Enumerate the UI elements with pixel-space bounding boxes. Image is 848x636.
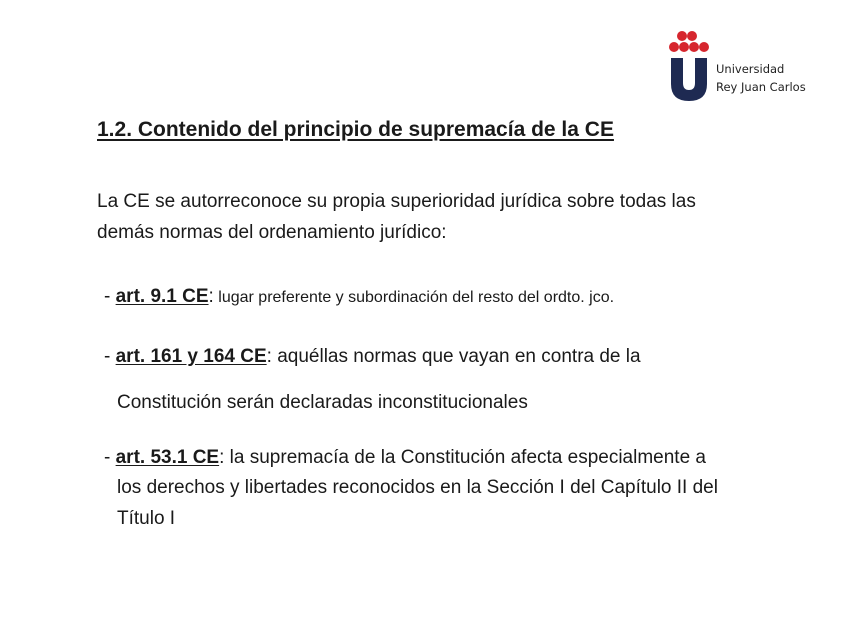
bullet-art-9-1 (104, 281, 614, 313)
logo-line-1: Universidad (716, 62, 785, 76)
bullet-continuation: Constitución serán declaradas inconstitucionales (117, 392, 528, 413)
bullet-dash: - (104, 447, 116, 468)
bullet-dash: - (104, 346, 116, 367)
bullet-text: lugar preferente y subordinación del resto del ordto. jco. (213, 289, 615, 306)
bullet-art-53-1 (104, 442, 706, 473)
bullet-art-161-164 (104, 341, 641, 372)
urjc-emblem-icon (668, 28, 714, 104)
bullet-continuation: Título I (117, 508, 176, 529)
university-logo (668, 28, 838, 104)
bullet-text: la supremacía de la Constitución afecta especialmente a (224, 447, 706, 468)
article-reference: art. 161 y 164 CE (115, 346, 267, 367)
intro-line-2: demás normas del ordenamiento jurídico: (97, 222, 447, 243)
intro-paragraph (97, 186, 797, 248)
bullet-continuation: los derechos y libertades reconocidos en la Sección I del Capítulo II del (117, 477, 718, 498)
bullet-separator: : (219, 447, 225, 468)
bullet-separator: : (208, 286, 214, 307)
bullet-separator: : (266, 346, 272, 367)
bullet-dash: - (104, 286, 116, 307)
logo-text (716, 60, 806, 96)
article-reference: art. 9.1 CE (115, 286, 209, 307)
article-reference: art. 53.1 CE (115, 447, 220, 468)
section-heading: 1.2. Contenido del principio de supremacía de la CE (97, 118, 614, 141)
intro-line-1: La CE se autorreconoce su propia superioridad jurídica sobre todas las (97, 191, 696, 212)
bullet-text: aquéllas normas que vayan en contra de la (271, 346, 641, 367)
logo-line-2: Rey Juan Carlos (716, 80, 806, 94)
